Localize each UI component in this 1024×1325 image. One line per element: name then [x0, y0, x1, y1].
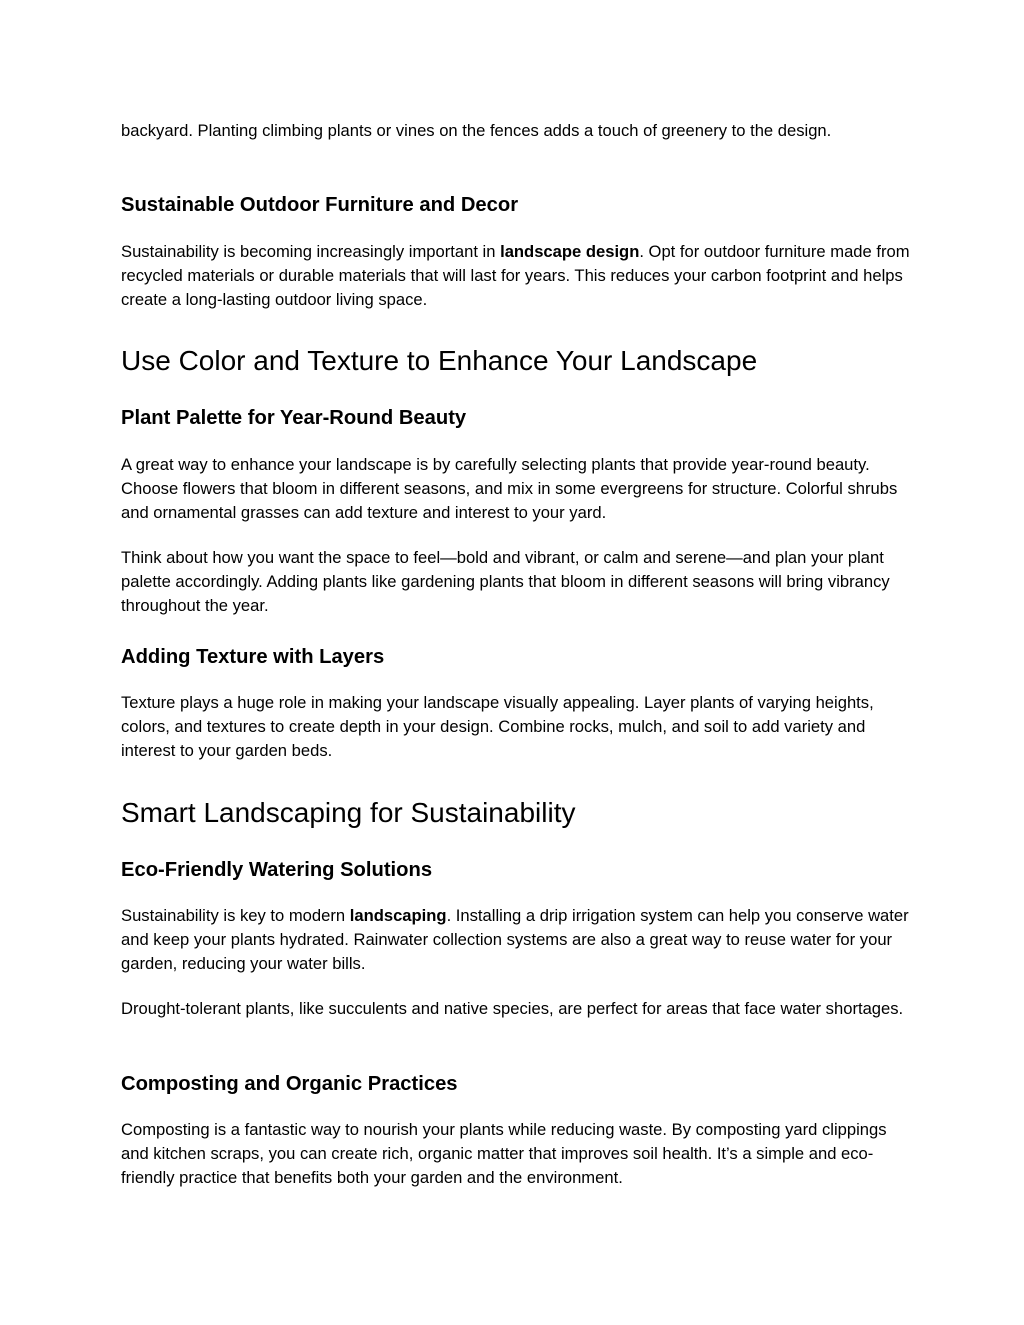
furniture-heading: Sustainable Outdoor Furniture and Decor — [121, 194, 519, 216]
color-texture-heading: Use Color and Texture to Enhance Your Landscape — [121, 345, 758, 376]
watering-paragraph-1 — [121, 904, 911, 977]
texture-layers-paragraph: Texture plays a huge role in making your landscape visually appealing. Layer plants of varying heights, colors, and textures to create depth in your design. Combine rocks, mulch, and soil to add variety and interest to your garden beds. — [121, 693, 874, 761]
texture-layers-heading: Adding Texture with Layers — [121, 646, 385, 668]
sustainability-heading: Smart Landscaping for Sustainability — [121, 797, 576, 828]
composting-heading: Composting and Organic Practices — [121, 1073, 458, 1095]
landscaping-keyword: landscaping — [349, 906, 447, 925]
watering-heading: Eco-Friendly Watering Solutions — [121, 859, 433, 881]
furniture-paragraph — [121, 240, 911, 313]
plant-palette-paragraph-2: Think about how you want the space to feel—bold and vibrant, or calm and serene—and plan your plant palette accordingly. Adding plants like gardening plants that bloom in different seasons will bring vibrancy throughout the year. — [121, 548, 890, 616]
landscape-design-keyword: landscape design — [500, 242, 640, 261]
furniture-text-end: . Opt for outdoor furniture made from recycled materials or durable materials that will last for years. This reduces your carbon footprint and helps create a long-lasting outdoor living space. — [121, 242, 910, 310]
intro-paragraph: backyard. Planting climbing plants or vines on the fences adds a touch of greenery to the design. — [121, 121, 832, 140]
watering-text-end: . Installing a drip irrigation system can help you conserve water and keep your plants hydrated. Rainwater collection systems are also a great way to reuse water for your garden, reducing your water bills. — [121, 906, 909, 974]
watering-text-start: Sustainability is key to modern — [121, 906, 350, 925]
plant-palette-heading: Plant Palette for Year-Round Beauty — [121, 407, 467, 429]
furniture-text-start: Sustainability is becoming increasingly important in — [121, 242, 501, 261]
plant-palette-paragraph-1: A great way to enhance your landscape is by carefully selecting plants that provide year-round beauty. Choose flowers that bloom in different seasons, and mix in some evergreens for structure. Colorful shrubs and ornamental grasses can add texture and interest to your yard. — [121, 455, 898, 523]
composting-paragraph: Composting is a fantastic way to nourish your plants while reducing waste. By composting yard clippings and kitchen scraps, you can create rich, organic matter that improves soil health. It’s a simple and eco-friendly practice that benefits both your garden and the environment. — [121, 1120, 887, 1188]
watering-paragraph-2: Drought-tolerant plants, like succulents and native species, are perfect for areas that face water shortages. — [121, 999, 904, 1018]
